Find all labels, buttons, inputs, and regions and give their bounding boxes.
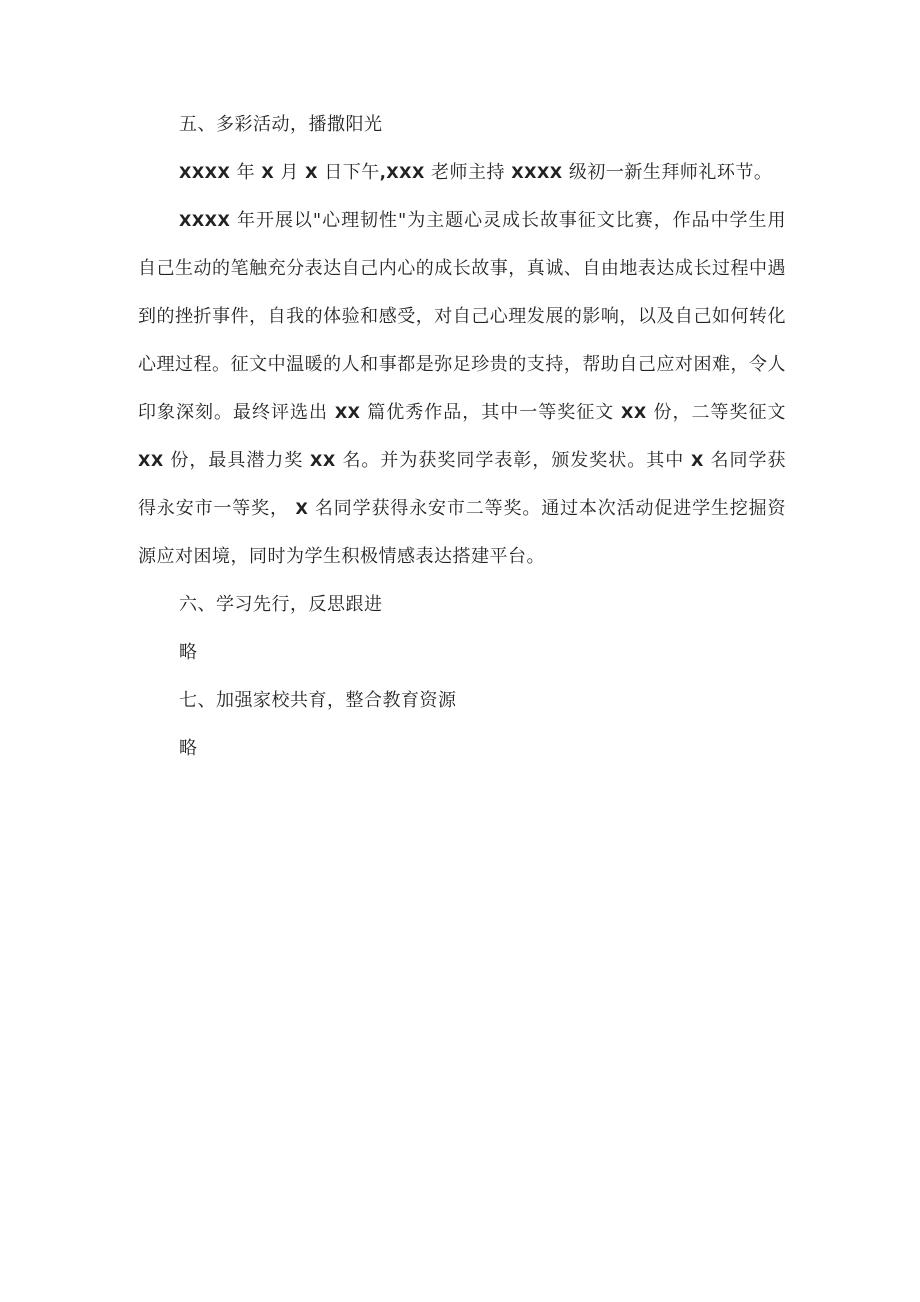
section-5-heading: 五、多彩活动，播撒阳光 xyxy=(179,114,383,135)
section-7-body: 略 xyxy=(179,738,198,759)
placeholder-token: XXXX xyxy=(179,211,231,230)
placeholder-token: X xyxy=(305,163,318,182)
paragraph-text: 老师主持 xyxy=(431,162,506,183)
paragraph-text: 份，二等奖征文 xyxy=(653,402,786,423)
placeholder-token: XX xyxy=(621,403,647,422)
placeholder-token: X xyxy=(261,163,275,182)
paragraph-text: 级初一新生拜师礼环节。 xyxy=(568,162,773,183)
paragraph-text: 年开展以"心理韧性"为主题心灵成长故事征文比赛，作品中学生用自己生动的笔触充分表达自己内心的成长故事，真诚、自由地表达成长过程中遇到的挫折事件，自我的体验和感受，对自己心理发展的影响，以及自己如何转化心理过程。征文中温暖的人和事都是弥足珍贵的支持，帮助自己应对困难，令人印象深刻。最终评选出 xyxy=(138,210,786,423)
paragraph-text: 年 xyxy=(236,162,256,183)
section-7-heading: 七、加强家校共育，整合教育资源 xyxy=(179,690,457,711)
document-content xyxy=(138,112,786,784)
placeholder-token: ,XXX xyxy=(379,163,425,182)
placeholder-token: XXXX xyxy=(179,163,231,182)
placeholder-token: X xyxy=(690,451,704,470)
section-6-body: 略 xyxy=(179,642,198,663)
paragraph-text: 名同学获得永安市二等奖。通过本次活动促进学生挖掘资源应对困境，同时为学生积极情感表达搭建平台。 xyxy=(138,498,787,567)
paragraph-text: 名。并为获奖同学表彰，颁发奖状。其中 xyxy=(342,450,685,471)
placeholder-token: XX xyxy=(334,403,361,422)
placeholder-token: XX xyxy=(138,451,164,470)
paragraph-text: 名同学获得永安市一等奖， xyxy=(138,450,786,519)
placeholder-token: XXXX xyxy=(511,163,563,182)
paragraph-text: 月 xyxy=(280,162,299,183)
placeholder-token: XX xyxy=(310,451,336,470)
section-5-paragraph-2 xyxy=(138,197,786,581)
paragraph-text: 日下午 xyxy=(324,162,380,183)
paragraph-text: 篇优秀作品，其中一等奖征文 xyxy=(367,402,615,423)
section-5-paragraph-1 xyxy=(138,149,786,197)
placeholder-token: X xyxy=(295,499,309,518)
section-6-heading: 六、学习先行，反思跟进 xyxy=(179,594,383,615)
paragraph-text: 份，最具潜力奖 xyxy=(170,450,304,471)
